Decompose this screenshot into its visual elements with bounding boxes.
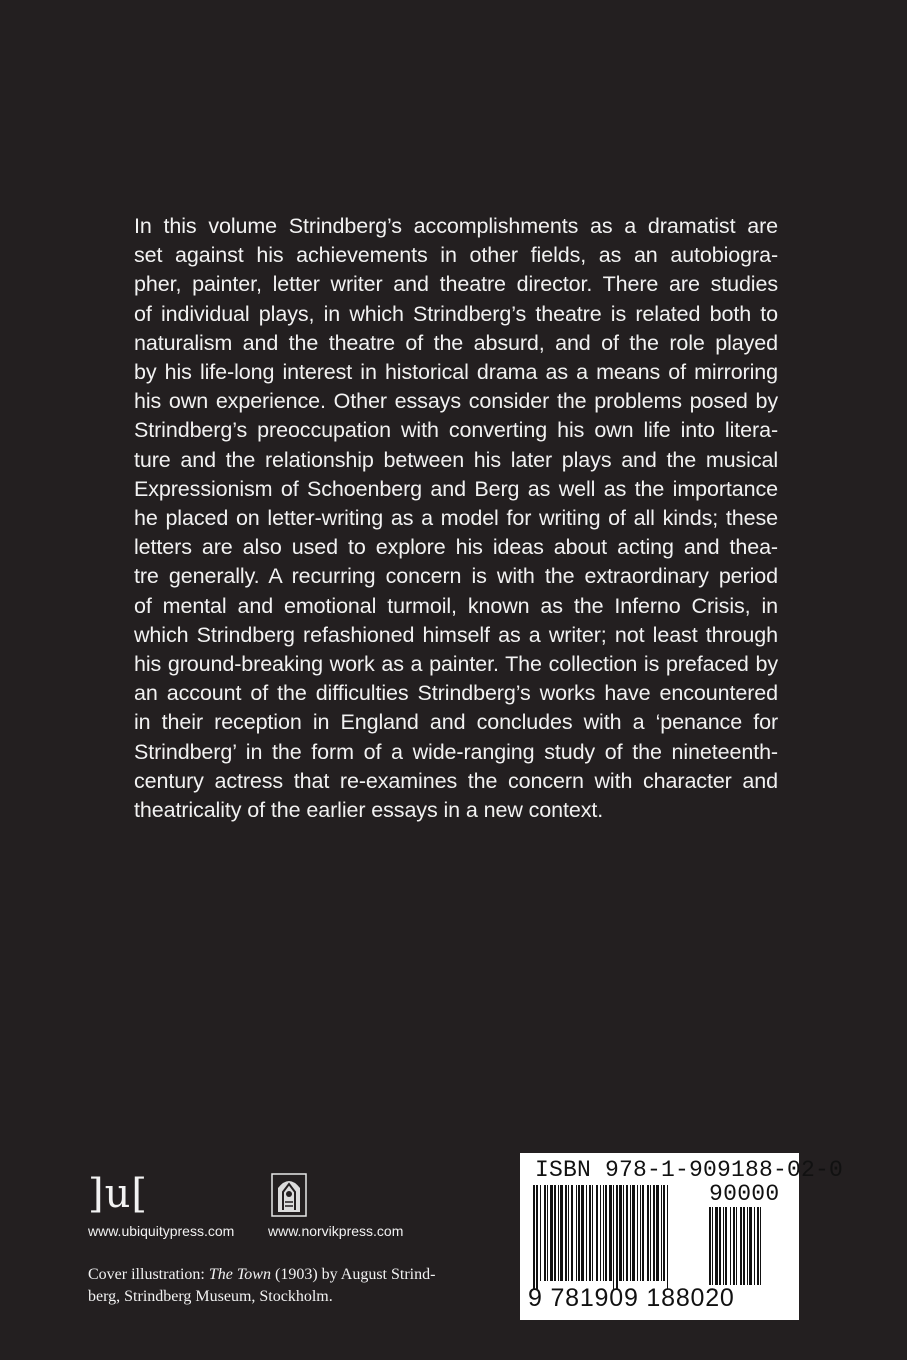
credit-line1-rest: (1903) by August Strind- <box>270 1266 436 1283</box>
blurb-line: which Strindberg refashioned himself as a writer; not least through <box>134 622 778 647</box>
price-code: 90000 <box>709 1181 780 1207</box>
credit-prefix: Cover illustration: <box>88 1266 209 1283</box>
blurb-line: of individual plays, in which Strindberg’s theatre is related both to <box>134 301 778 326</box>
ean-barcode-bars <box>533 1185 703 1289</box>
blurb-line: theatricality of the earlier essays in a new context. <box>134 798 604 823</box>
norvik-press-url[interactable]: www.norvikpress.com <box>268 1223 404 1239</box>
blurb-line: Expressionism of Schoenberg and Berg as well as the importance <box>134 476 778 501</box>
back-cover-blurb <box>134 212 778 825</box>
addon-barcode-bars <box>709 1207 785 1285</box>
blurb-line: of mental and emotional turmoil, known as the Inferno Crisis, in <box>134 593 778 618</box>
blurb-line: by his life-long interest in historical drama as a means of mirroring <box>134 360 778 385</box>
blurb-line: Strindberg’ in the form of a wide-ranging study of the nineteenth- <box>134 739 778 764</box>
blurb-line: In this volume Strindberg’s accomplishments as a dramatist are <box>134 214 778 238</box>
blurb-line: he placed on letter-writing as a model for writing of all kinds; these <box>134 506 778 531</box>
blurb-line: set against his achievements in other fields, as an autobiogra- <box>134 243 778 268</box>
blurb-line: Strindberg’s preoccupation with converting his own life into litera- <box>134 418 778 443</box>
norvik-press-emblem-icon <box>270 1172 308 1218</box>
blurb-line: naturalism and the theatre of the absurd, and of the role played <box>134 330 778 355</box>
blurb-line: tre generally. A recurring concern is with the extraordinary period <box>134 564 778 589</box>
blurb-line: letters are also used to explore his ideas about acting and thea- <box>134 535 778 560</box>
ubiquity-press-logo: ]u[ <box>88 1171 148 1217</box>
isbn-label: ISBN 978-1-909188-02-0 <box>535 1157 844 1183</box>
blurb-line: ture and the relationship between his later plays and the musical <box>134 447 778 472</box>
blurb-line: pher, painter, letter writer and theatre director. There are studies <box>134 272 778 297</box>
blurb-line: century actress that re-examines the concern with character and <box>134 768 778 793</box>
cover-illustration-credit <box>88 1264 508 1308</box>
credit-line2: berg, Strindberg Museum, Stockholm. <box>88 1288 333 1305</box>
blurb-line: his ground-breaking work as a painter. The collection is prefaced by <box>134 652 778 677</box>
blurb-line: in their reception in England and concludes with a ‘penance for <box>134 710 778 735</box>
isbn-barcode <box>520 1153 844 1320</box>
artwork-title: The Town <box>208 1266 271 1283</box>
blurb-line: his own experience. Other essays consider the problems posed by <box>134 389 778 414</box>
blurb-line: an account of the difficulties Strindberg’s works have encountered <box>134 681 778 706</box>
barcode-digits: 9 781909 188020 <box>528 1284 735 1312</box>
ubiquity-press-url[interactable]: www.ubiquitypress.com <box>88 1223 235 1239</box>
